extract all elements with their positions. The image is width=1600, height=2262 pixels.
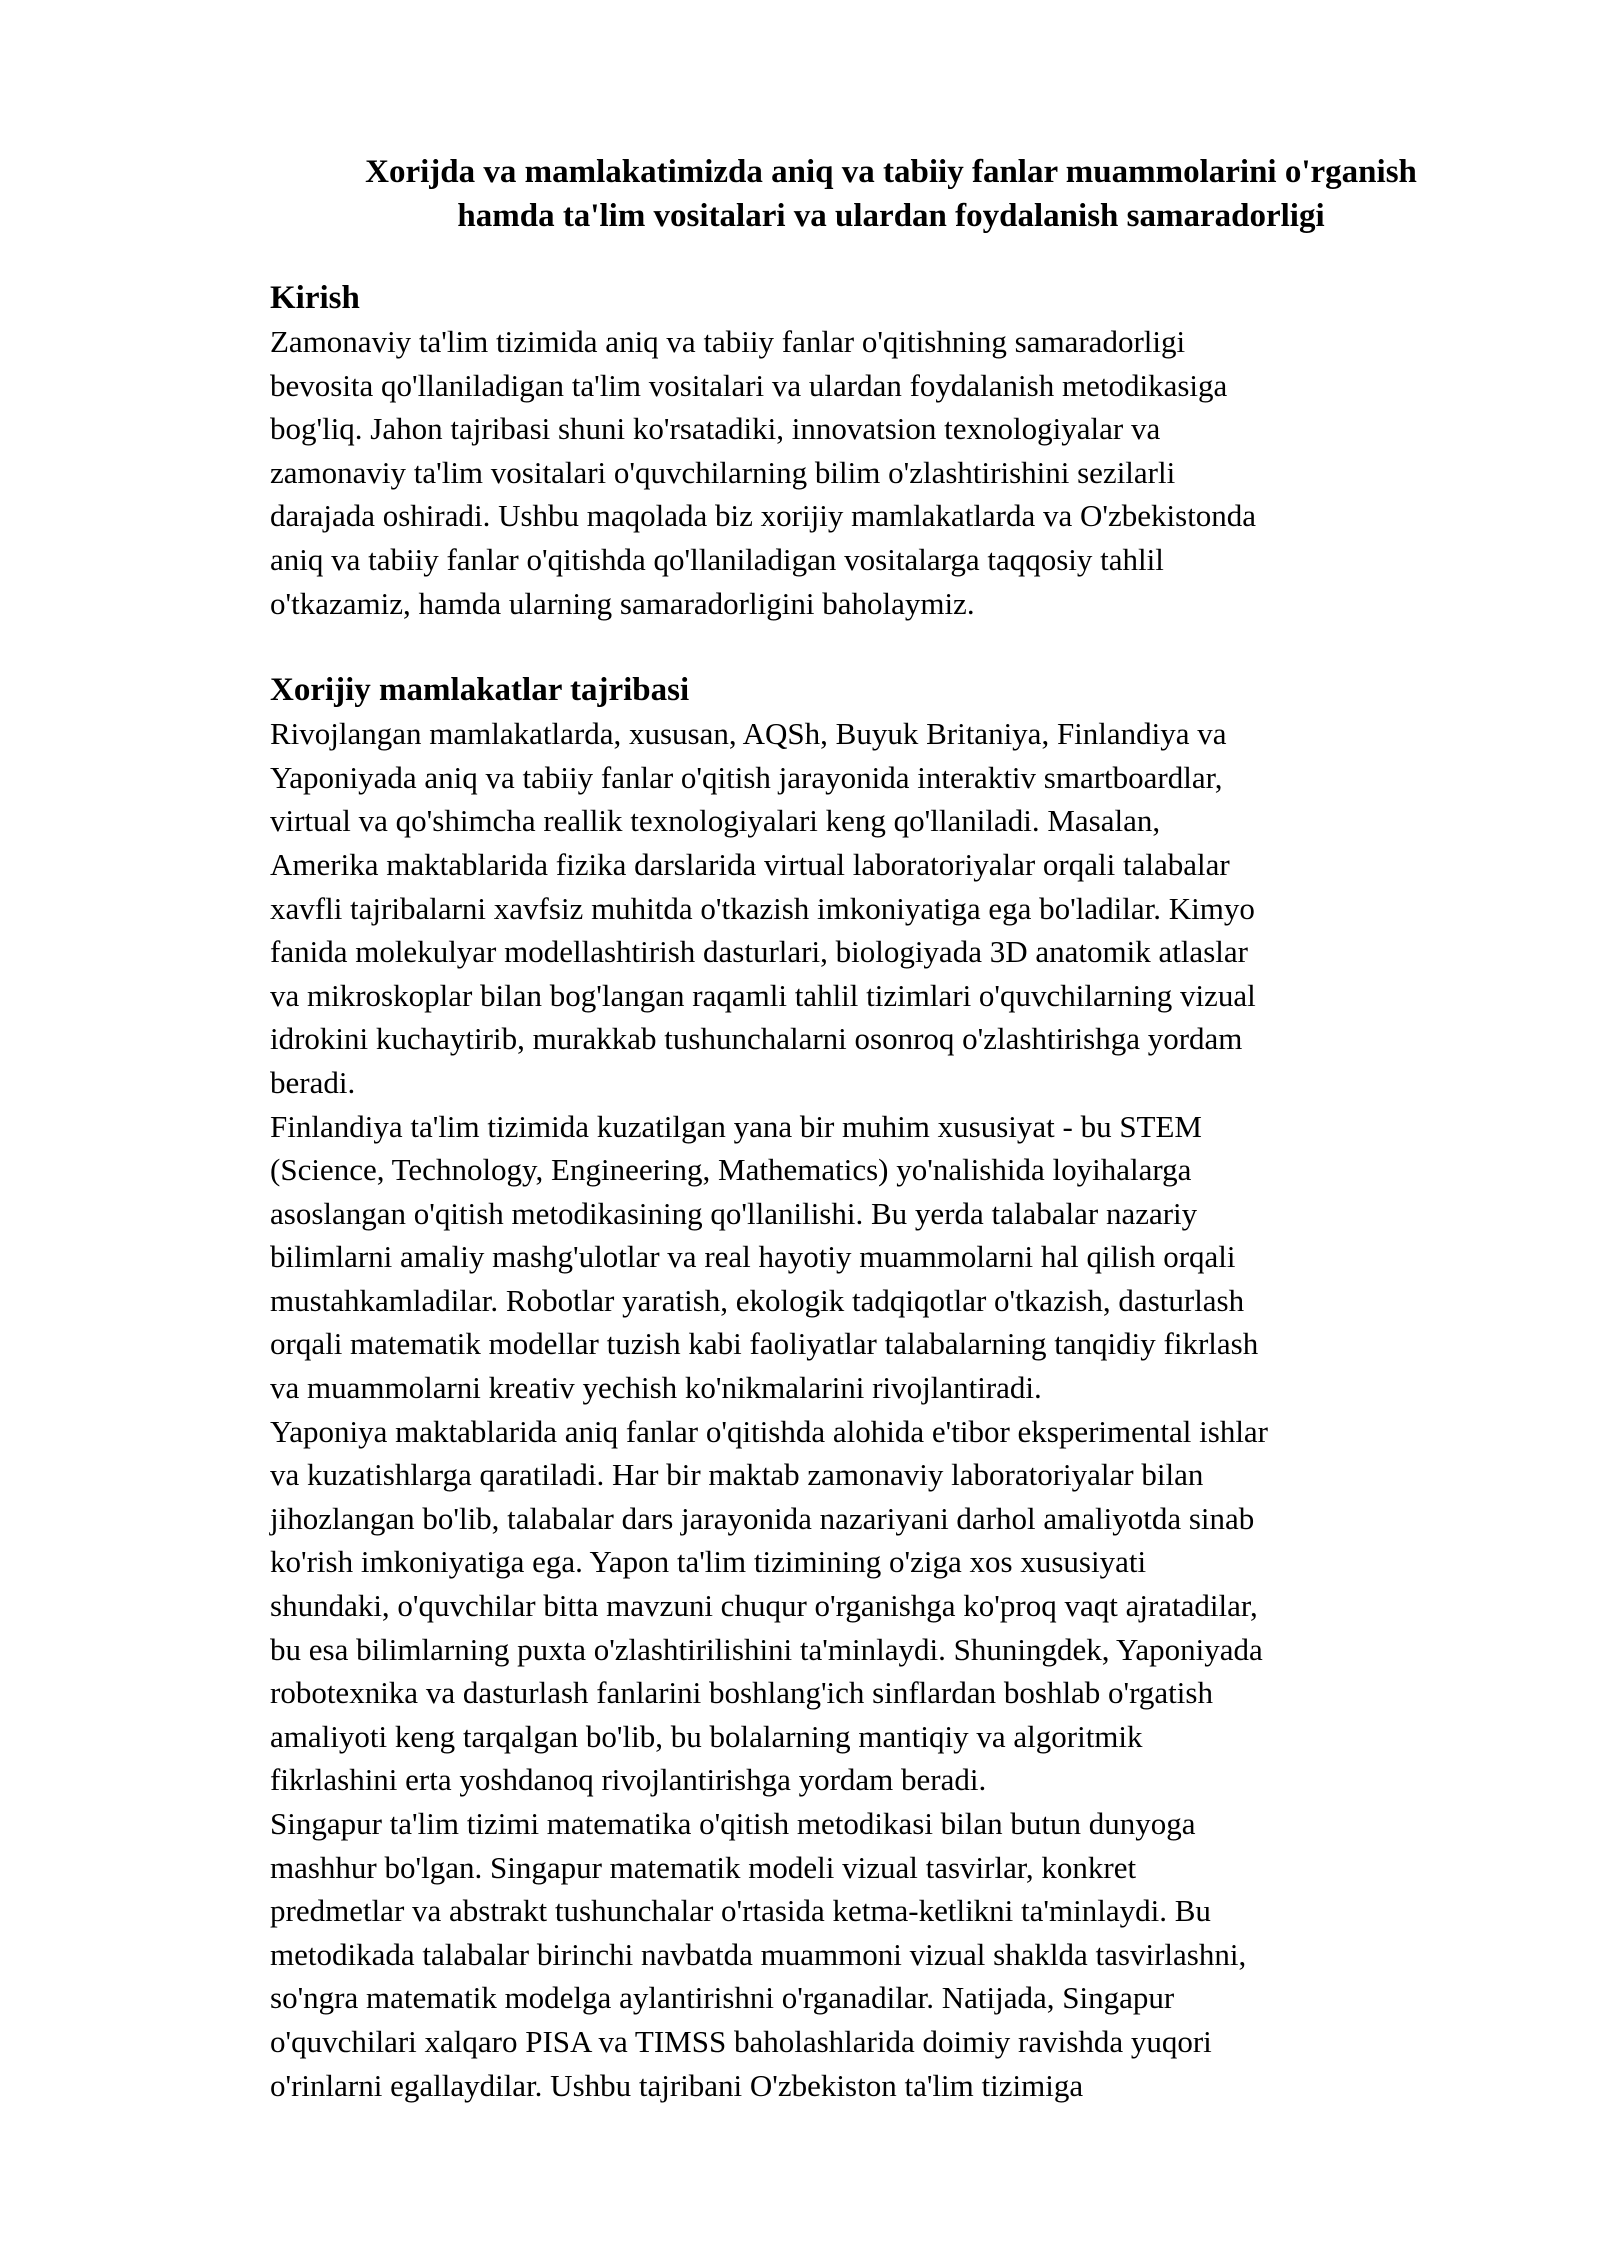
text-line: robotexnika va dasturlash fanlarini boshlang'ich sinflardan boshlab o'rgatish [270, 1675, 1213, 1711]
text-line: Finlandiya ta'lim tizimida kuzatilgan yana bir muhim xususiyat - bu STEM [270, 1108, 1202, 1144]
text-line: Yaponiya maktablarida aniq fanlar o'qitishda alohida e'tibor eksperimental ishlar [270, 1413, 1269, 1449]
text-line: mashhur bo'lgan. Singapur matematik modeli vizual tasvirlar, konkret [270, 1849, 1137, 1885]
text-line: aniq va tabiiy fanlar o'qitishda qo'llaniladigan vositalarga taqqosiy tahlil [270, 541, 1164, 577]
section-spacer [270, 625, 1506, 668]
section-foreign-experience [270, 668, 1506, 2107]
paragraph [270, 712, 1506, 1104]
paragraph [270, 1802, 1506, 2107]
text-line: asoslangan o'qitish metodikasining qo'llanilishi. Bu yerda talabalar nazariy [270, 1195, 1198, 1231]
text-line: Amerika maktablarida fizika darslarida virtual laboratoriyalar orqali talabalar [270, 846, 1230, 882]
document-body [270, 150, 1506, 2107]
text-line: amaliyoti keng tarqalgan bo'lib, bu bolalarning mantiqiy va algoritmik [270, 1718, 1143, 1754]
title-line-1: Xorijda va mamlakatimizda aniq va tabiiy fanlar muammolarini o'rganish [365, 154, 1417, 190]
text-line: ko'rish imkoniyatiga ega. Yapon ta'lim tizimining o'ziga xos xususiyati [270, 1544, 1147, 1580]
text-line: fanida molekulyar modellashtirish dasturlari, biologiyada 3D anatomik atlaslar [270, 934, 1248, 970]
text-line: Zamonaviy ta'lim tizimida aniq va tabiiy fanlar o'qitishning samaradorligi [270, 324, 1186, 359]
text-line: virtual va qo'shimcha reallik texnologiyalari keng qo'llaniladi. Masalan, [270, 803, 1161, 839]
text-line: zamonaviy ta'lim vositalari o'quvchilarning bilim o'zlashtirishini sezilarli [270, 454, 1176, 490]
text-line: darajada oshiradi. Ushbu maqolada biz xorijiy mamlakatlarda va O'zbekistonda [270, 498, 1257, 534]
text-line: predmetlar va abstrakt tushunchalar o'rtasida ketma-ketlikni ta'minlaydi. Bu [270, 1893, 1211, 1929]
text-line: metodikada talabalar birinchi navbatda muammoni vizual shaklda tasvirlashni, [270, 1936, 1247, 1972]
section-heading: Kirish [270, 280, 360, 316]
text-line: idrokini kuchaytirib, murakkab tushunchalarni osonroq o'zlashtirishga yordam [270, 1021, 1243, 1057]
text-line: Singapur ta'lim tizimi matematika o'qitish metodikasi bilan butun dunyoga [270, 1806, 1196, 1841]
text-line: bu esa bilimlarning puxta o'zlashtirilishini ta'minlaydi. Shuningdek, Yaponiyada [270, 1631, 1263, 1667]
text-line: Yaponiyada aniq va tabiiy fanlar o'qitish jarayonida interaktiv smartboardlar, [270, 759, 1223, 795]
text-line: bevosita qo'llaniladigan ta'lim vositalari va ulardan foydalanish metodikasiga [270, 367, 1228, 403]
text-line: shundaki, o'quvchilar bitta mavzuni chuqur o'rganishga ko'proq vaqt ajratadilar, [270, 1588, 1258, 1624]
text-line: Rivojlangan mamlakatlarda, xususan, AQSh, Buyuk Britaniya, Finlandiya va [270, 716, 1227, 752]
text-line: va muammolarni kreativ yechish ko'nikmalarini rivojlantiradi. [270, 1370, 1042, 1406]
section-heading: Xorijiy mamlakatlar tajribasi [270, 672, 690, 709]
text-line: fikrlashini erta yoshdanoq rivojlantirishga yordam beradi. [270, 1762, 987, 1798]
text-line: o'rinlarni egallaydilar. Ushbu tajribani O'zbekiston ta'lim tizimiga [270, 2067, 1084, 2103]
text-line: bilimlarni amaliy mashg'ulotlar va real hayotiy muammolarni hal qilish orqali [270, 1239, 1236, 1275]
text-line: va kuzatishlarga qaratiladi. Har bir maktab zamonaviy laboratoriyalar bilan [270, 1457, 1204, 1493]
text-line: beradi. [270, 1064, 356, 1100]
page-title [270, 150, 1506, 238]
text-line: orqali matematik modellar tuzish kabi faoliyatlar talabalarning tanqidiy fikrlash [270, 1326, 1259, 1362]
text-line: mustahkamladilar. Robotlar yaratish, ekologik tadqiqotlar o'tkazish, dasturlash [270, 1282, 1245, 1318]
text-line: (Science, Technology, Engineering, Mathematics) yo'nalishida loyihalarga [270, 1152, 1192, 1188]
paragraph [270, 1410, 1506, 1802]
title-line-2: hamda ta'lim vositalari va ulardan foydalanish samaradorligi [457, 198, 1325, 234]
section-introduction [270, 276, 1506, 625]
text-line: xavfli tajribalarni xavfsiz muhitda o'tkazish imkoniyatiga ega bo'ladilar. Kimyo [270, 890, 1255, 926]
paragraph [270, 320, 1506, 625]
text-line: o'quvchilari xalqaro PISA va TIMSS baholashlarida doimiy ravishda yuqori [270, 2023, 1212, 2059]
text-line: jihozlangan bo'lib, talabalar dars jarayonida nazariyani darhol amaliyotda sinab [270, 1500, 1255, 1536]
text-line: bog'liq. Jahon tajribasi shuni ko'rsatadiki, innovatsion texnologiyalar va [270, 411, 1161, 447]
text-line: o'tkazamiz, hamda ularning samaradorligini baholaymiz. [270, 585, 975, 621]
text-line: va mikroskoplar bilan bog'langan raqamli tahlil tizimlari o'quvchilarning vizual [270, 977, 1256, 1013]
text-line: so'ngra matematik modelga aylantirishni o'rganadilar. Natijada, Singapur [270, 1980, 1175, 2016]
paragraph [270, 1105, 1506, 1410]
